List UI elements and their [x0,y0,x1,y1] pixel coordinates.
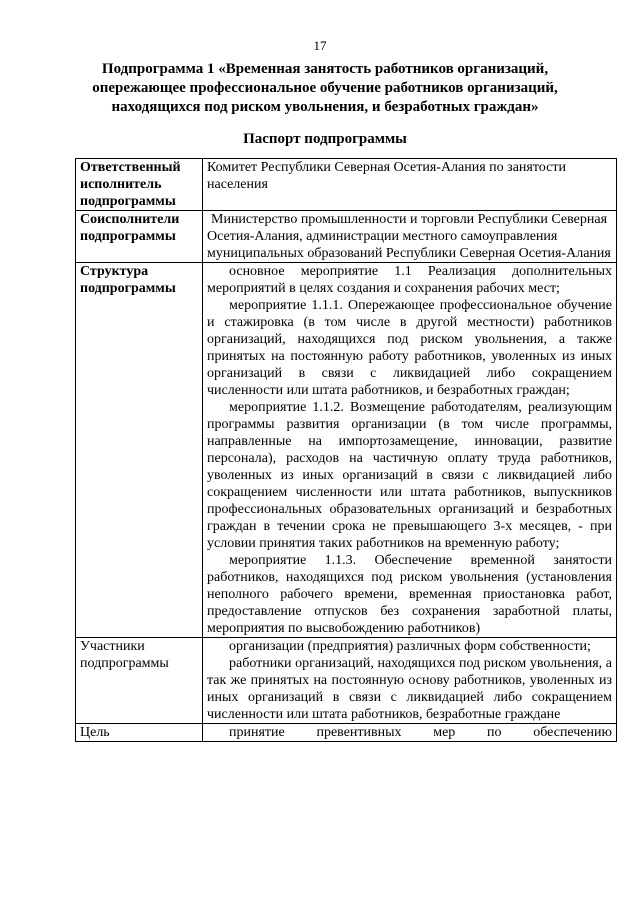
row-content-goal [203,724,617,742]
row-label-responsible: Ответственный исполнитель подпрограммы [76,159,203,211]
passport-table [75,158,617,742]
table-row [76,159,617,211]
title-line-2: опережающее профессиональное обучение работников организаций, [92,80,558,96]
row-content-participants [203,638,617,724]
structure-paragraph: мероприятие 1.1.2. Возмещение работодателям, реализующим программы развития организации (в том числе программы, направленные на импортозамещение, инновации, развитие персонала), расходов на частичную оплату труда работников, уволенных из иных организаций в связи с ликвидацией либо сокращением численности или штата работников, выпускников профессиональных образовательных организаций и безработных граждан в течении срока не превышающего 3-х месяцев, - при условии принятия таких работников на временную работу; [207,400,612,551]
table-row [76,724,617,742]
row-content-structure [203,263,617,638]
subprogram-title [60,60,590,117]
structure-paragraph: мероприятие 1.1.3. Обеспечение временной занятости работников, находящихся под риском увольнения (установления неполного рабочего времени, временная приостановка работ, предоставление отпусков без сохранения заработной платы, мероприятия по высвобождению работников) [207,553,612,636]
row-label-structure: Структура подпрограммы [76,263,203,638]
row-label-participants: Участники подпрограммы [76,638,203,724]
row-label-goal: Цель [76,724,203,742]
responsible-text: Комитет Республики Северная Осетия-Алания по занятости населения [207,160,566,192]
passport-heading: Паспорт подпрограммы [243,131,407,147]
row-content-responsible [203,159,617,211]
participants-paragraph: работники организаций, находящихся под риском увольнения, а так же принятых на постоянную основу работников, уволенных из иных организаций в связи с ликвидацией либо сокращением численности или штата работников, безработные граждане [207,656,612,722]
table-row [76,638,617,724]
row-label-coexecutors: Соисполнители подпрограммы [76,211,203,263]
title-line-1: Подпрограмма 1 «Временная занятость работников организаций, [101,61,549,77]
table-row [76,211,617,263]
title-line-3: находящихся под риском увольнения, и безработных граждан» [111,99,539,115]
table-row [76,263,617,638]
page-number: 17 [313,38,327,53]
goal-text: принятие превентивных мер по обеспечению [229,725,612,740]
structure-paragraph: мероприятие 1.1.1. Опережающее профессиональное обучение и стажировка (в том числе в другой местности) работников организаций, находящихся под риском увольнения, а также принятых на постоянную работу работников, уволенных из иных организаций в связи с ликвидацией либо сокращением численности или штата работников, и безработных граждан; [207,298,612,398]
coexecutors-text: Министерство промышленности и торговли Республики Северная Осетия-Алания, администрации местного самоуправления муниципальных образований Республики Северная Осетия-Алания [207,212,611,261]
participants-paragraph: организации (предприятия) различных форм собственности; [229,639,591,654]
row-content-coexecutors [203,211,617,263]
structure-paragraph: основное мероприятие 1.1 Реализация дополнительных мероприятий в целях создания и сохранения рабочих мест; [207,264,612,296]
